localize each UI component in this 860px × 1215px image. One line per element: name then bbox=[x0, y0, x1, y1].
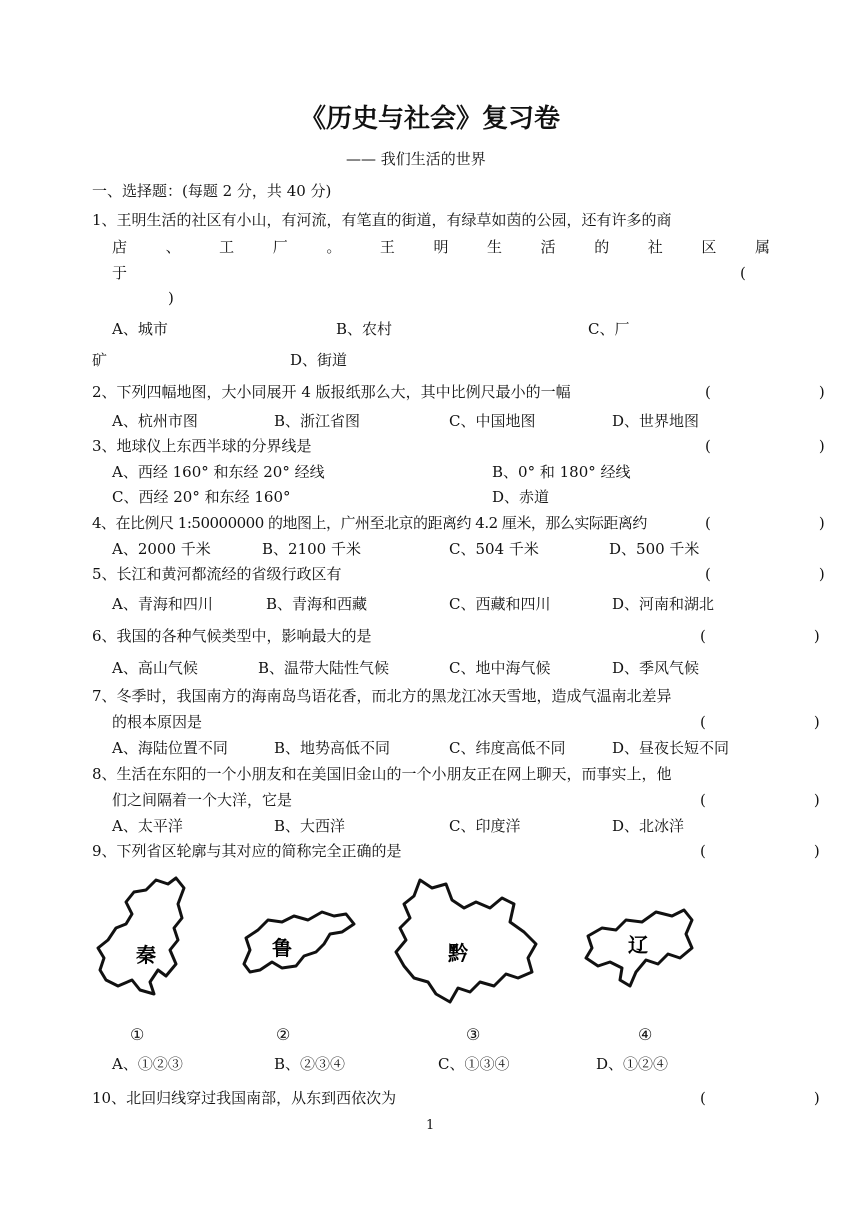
map-number-3: ③ bbox=[466, 1025, 481, 1044]
q10-answer-paren: ( ) bbox=[700, 1089, 846, 1107]
q1-char: 明 bbox=[433, 238, 449, 256]
q6-option-a: A、高山气候 bbox=[112, 659, 198, 677]
q9-option-d: D、①②④ bbox=[596, 1055, 669, 1073]
map-number-4: ④ bbox=[638, 1025, 653, 1044]
q1-char: 王 bbox=[379, 238, 395, 256]
q7-stem-line2: 的根本原因是 bbox=[112, 713, 203, 731]
q5-option-c: C、西藏和四川 bbox=[449, 595, 551, 613]
q1-option-b: B、农村 bbox=[336, 320, 393, 338]
q6-option-b: B、温带大陆性气候 bbox=[258, 659, 390, 677]
q8-stem-line2: 们之间隔着一个大洋，它是 bbox=[112, 791, 293, 809]
q2-option-c: C、中国地图 bbox=[449, 412, 536, 430]
liaoning-outline-icon bbox=[580, 906, 696, 994]
q4-option-d: D、500 千米 bbox=[609, 540, 700, 558]
q5-stem: 5、长江和黄河都流经的省级行政区有 bbox=[92, 565, 342, 583]
q2-option-d: D、世界地图 bbox=[612, 412, 700, 430]
q8-option-b: B、大西洋 bbox=[274, 817, 346, 835]
q3-option-c: C、西经 20° 和东经 160° bbox=[112, 488, 291, 506]
q1-char: 活 bbox=[540, 238, 556, 256]
q1-stem-line3: 于 bbox=[112, 264, 128, 282]
q9-option-c: C、①③④ bbox=[438, 1055, 510, 1073]
q8-option-c: C、印度洋 bbox=[449, 817, 521, 835]
guizhou-outline-icon bbox=[392, 874, 542, 1010]
map-number-2: ② bbox=[276, 1025, 291, 1044]
q1-paren-open: ( bbox=[740, 264, 746, 282]
q10-stem: 10、北回归线穿过我国南部，从东到西依次为 bbox=[92, 1089, 397, 1107]
q7-option-a: A、海陆位置不同 bbox=[112, 739, 228, 757]
q8-option-d: D、北冰洋 bbox=[612, 817, 685, 835]
q7-option-c: C、纬度高低不同 bbox=[449, 739, 566, 757]
q4-answer-paren: ( ) bbox=[705, 514, 851, 532]
q7-option-d: D、昼夜长短不同 bbox=[612, 739, 730, 757]
q3-option-a: A、西经 160° 和东经 20° 经线 bbox=[112, 463, 325, 481]
q1-char: 属 bbox=[754, 238, 770, 256]
shaanxi-outline-icon bbox=[96, 874, 192, 1000]
section-heading: 一、选择题：(每题 2 分，共 40 分) bbox=[92, 182, 332, 200]
map-label-3: 黔 bbox=[448, 941, 468, 965]
q1-char: 厂 bbox=[272, 238, 288, 256]
map-label-2: 鲁 bbox=[272, 936, 292, 960]
q2-answer-paren: ( ) bbox=[705, 383, 851, 401]
q1-char: 社 bbox=[647, 238, 663, 256]
q4-stem: 4、在比例尺 1:50000000 的地图上，广州至北京的距离约 4.2 厘米，那么实际距离约 bbox=[92, 514, 647, 532]
page-number: 1 bbox=[426, 1118, 435, 1133]
q9-answer-paren: ( ) bbox=[700, 842, 846, 860]
q1-char: 区 bbox=[701, 238, 717, 256]
q1-char: 工 bbox=[219, 238, 235, 256]
q6-option-c: C、地中海气候 bbox=[449, 659, 551, 677]
q5-option-b: B、青海和西藏 bbox=[266, 595, 368, 613]
q1-option-a: A、城市 bbox=[112, 320, 168, 338]
q8-answer-paren: ( ) bbox=[700, 791, 846, 809]
page-subtitle: —— 我们生活的世界 bbox=[346, 150, 486, 168]
q2-option-a: A、杭州市图 bbox=[112, 412, 198, 430]
q4-option-b: B、2100 千米 bbox=[262, 540, 361, 558]
q1-char: 的 bbox=[594, 238, 610, 256]
q1-char: 、 bbox=[165, 238, 181, 256]
q6-answer-paren: ( ) bbox=[700, 627, 846, 645]
map-number-1: ① bbox=[130, 1025, 145, 1044]
q7-answer-paren: ( ) bbox=[700, 713, 846, 731]
q3-answer-paren: ( ) bbox=[705, 437, 851, 455]
q2-stem: 2、下列四幅地图，大小同展开 4 版报纸那么大，其中比例尺最小的一幅 bbox=[92, 383, 571, 401]
q5-answer-paren: ( ) bbox=[705, 565, 851, 583]
q3-option-d: D、赤道 bbox=[492, 488, 550, 506]
q2-option-b: B、浙江省图 bbox=[274, 412, 361, 430]
q1-stem-line1: 1、王明生活的社区有小山，有河流，有笔直的街道，有绿草如茵的公园，还有许多的商 bbox=[92, 211, 672, 229]
q1-stem-line2 bbox=[112, 240, 770, 255]
q3-stem: 3、地球仪上东西半球的分界线是 bbox=[92, 437, 312, 455]
q9-stem: 9、下列省区轮廓与其对应的简称完全正确的是 bbox=[92, 842, 402, 860]
q1-char: 。 bbox=[326, 238, 342, 256]
map-label-4: 辽 bbox=[628, 933, 648, 957]
q3-option-b: B、0° 和 180° 经线 bbox=[492, 463, 631, 481]
q8-option-a: A、太平洋 bbox=[112, 817, 183, 835]
q7-option-b: B、地势高低不同 bbox=[274, 739, 391, 757]
map-label-1: 秦 bbox=[136, 943, 156, 967]
q1-char: 店 bbox=[112, 238, 128, 256]
shandong-outline-icon bbox=[238, 906, 358, 978]
q8-stem-line1: 8、生活在东阳的一个小朋友和在美国旧金山的一个小朋友正在网上聊天，而事实上，他 bbox=[92, 765, 672, 783]
q1-option-c: C、厂 bbox=[588, 320, 630, 338]
q1-option-c-cont: 矿 bbox=[92, 351, 108, 369]
page-title: 《历史与社会》复习卷 bbox=[299, 104, 560, 134]
q1-option-d: D、街道 bbox=[290, 351, 348, 369]
q4-option-c: C、504 千米 bbox=[449, 540, 539, 558]
q6-stem: 6、我国的各种气候类型中，影响最大的是 bbox=[92, 627, 372, 645]
q7-stem-line1: 7、冬季时，我国南方的海南岛鸟语花香，而北方的黑龙江冰天雪地，造成气温南北差异 bbox=[92, 687, 672, 705]
q1-char: 生 bbox=[487, 238, 503, 256]
q9-option-b: B、②③④ bbox=[274, 1055, 346, 1073]
q5-option-d: D、河南和湖北 bbox=[612, 595, 715, 613]
q4-option-a: A、2000 千米 bbox=[112, 540, 211, 558]
q1-paren-close: ) bbox=[168, 289, 174, 307]
q9-option-a: A、①②③ bbox=[112, 1055, 183, 1073]
q6-option-d: D、季风气候 bbox=[612, 659, 700, 677]
q5-option-a: A、青海和四川 bbox=[112, 595, 213, 613]
